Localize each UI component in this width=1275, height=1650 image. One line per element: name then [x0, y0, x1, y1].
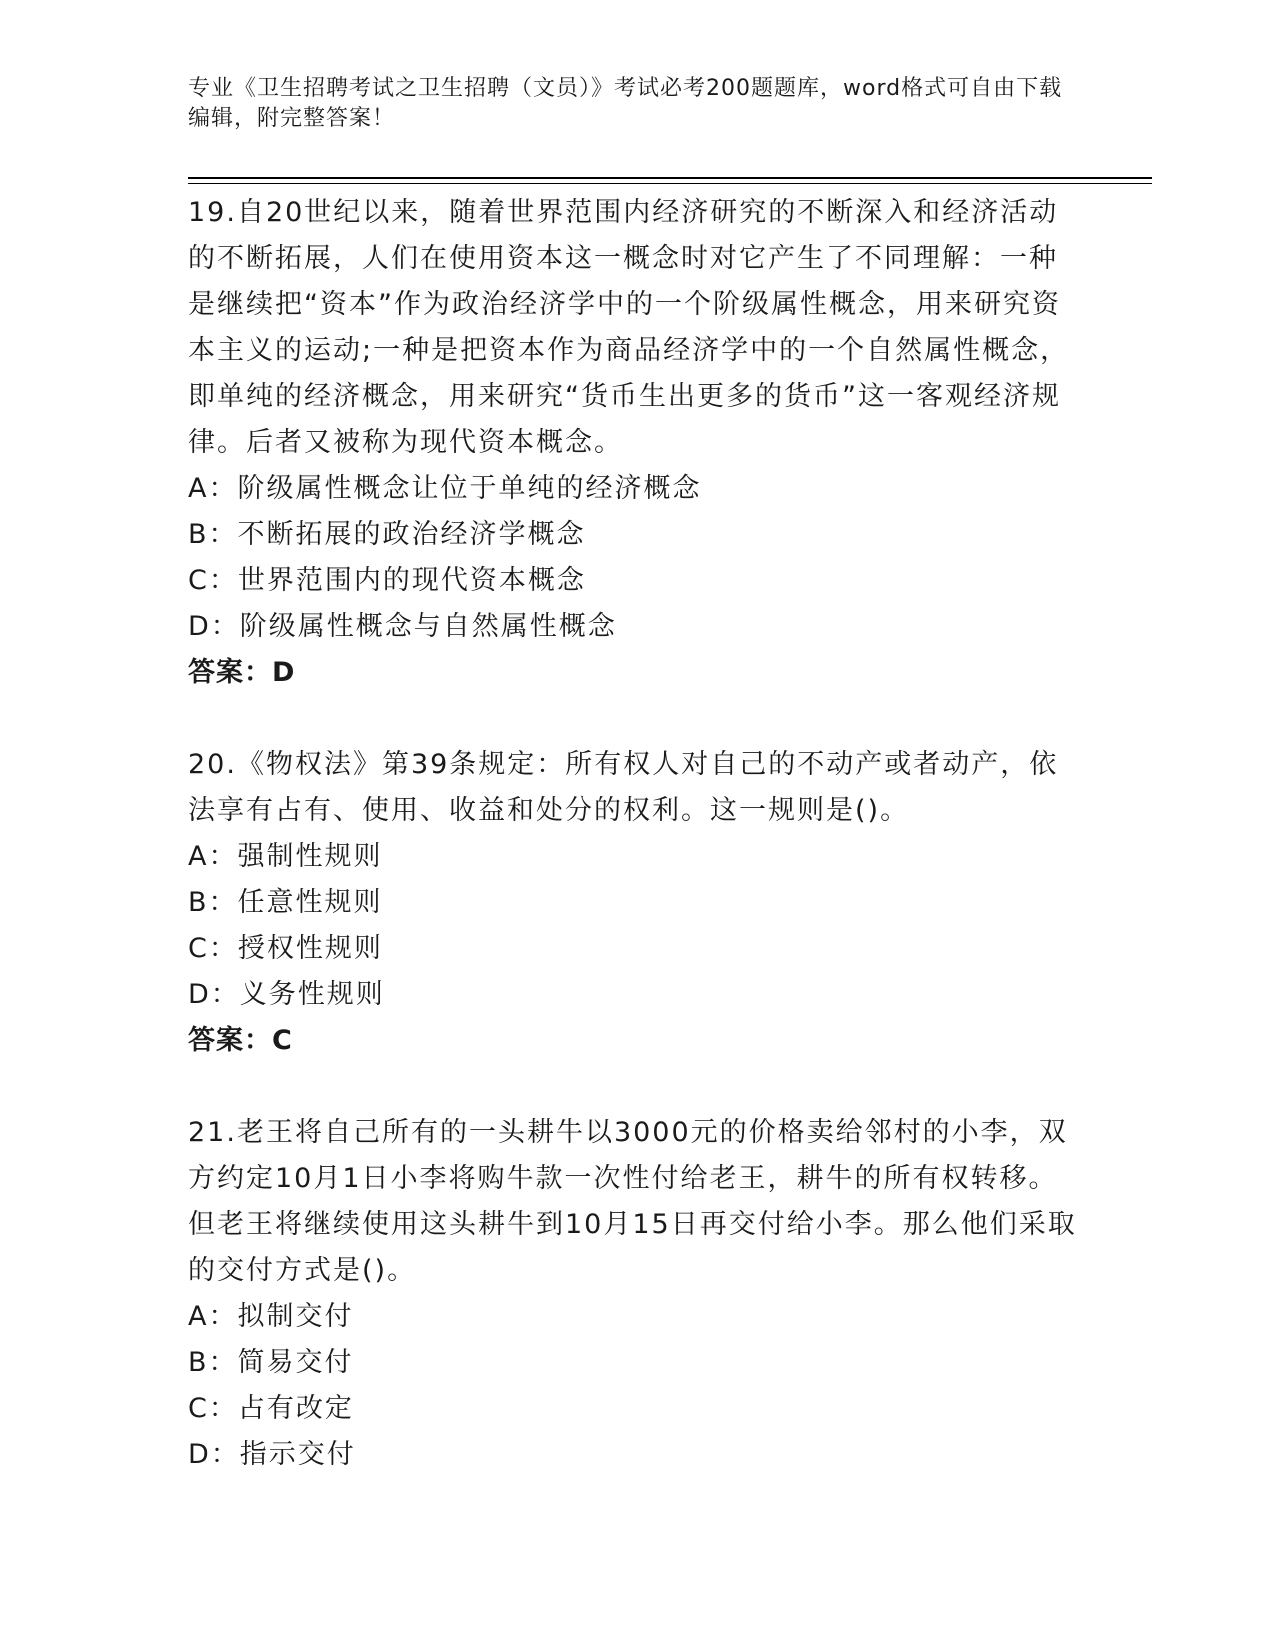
option-b: B：任意性规则 — [188, 887, 383, 918]
option-a: A：拟制交付 — [188, 1301, 354, 1332]
option-c: C：占有改定 — [188, 1393, 354, 1424]
answer-label: 答案：C — [188, 1025, 293, 1056]
answer-label: 答案：D — [188, 657, 296, 688]
option-c: C：世界范围内的现代资本概念 — [188, 565, 586, 596]
option-d: D：指示交付 — [188, 1439, 356, 1470]
question-spacer — [188, 696, 1078, 742]
question-list — [188, 190, 1078, 1478]
question-stem: 19.自20世纪以来，随着世界范围内经济研究的不断深入和经济活动的不断拓展，人们在使用资本这一概念时对它产生了不同理解：一种是继续把“资本”作为政治经济学中的一个阶级属性概念，用来研究资本主义的运动;一种是把资本作为商品经济学中的一个自然属性概念，即单纯的经济概念，用来研究“货币生出更多的货币”这一客观经济规律。后者又被称为现代资本概念。 — [188, 197, 1070, 458]
document-header: 专业《卫生招聘考试之卫生招聘（文员）》考试必考200题题库，word格式可自由下载编辑，附完整答案！ — [188, 76, 1063, 131]
question-stem: 21.老王将自己所有的一头耕牛以3000元的价格卖给邻村的小李，双方约定10月1日小李将购牛款一次性付给老王，耕牛的所有权转移。但老王将继续使用这头耕牛到10月15日再交付给小李。那么他们采取的交付方式是()。 — [188, 1117, 1077, 1286]
question-stem: 20.《物权法》第39条规定：所有权人对自己的不动产或者动产，依法享有占有、使用、收益和处分的权利。这一规则是()。 — [188, 749, 1059, 826]
option-a: A：阶级属性概念让位于单纯的经济概念 — [188, 473, 702, 504]
question-21 — [188, 1110, 1078, 1478]
option-b: B：简易交付 — [188, 1347, 354, 1378]
question-spacer — [188, 1064, 1078, 1110]
option-c: C：授权性规则 — [188, 933, 383, 964]
option-b: B：不断拓展的政治经济学概念 — [188, 519, 586, 550]
header-divider-thin — [188, 183, 1152, 184]
option-a: A：强制性规则 — [188, 841, 383, 872]
option-d: D：义务性规则 — [188, 979, 385, 1010]
option-d: D：阶级属性概念与自然属性概念 — [188, 611, 617, 642]
header-divider-thick — [188, 177, 1152, 179]
question-20 — [188, 742, 1078, 1064]
question-19 — [188, 190, 1078, 696]
